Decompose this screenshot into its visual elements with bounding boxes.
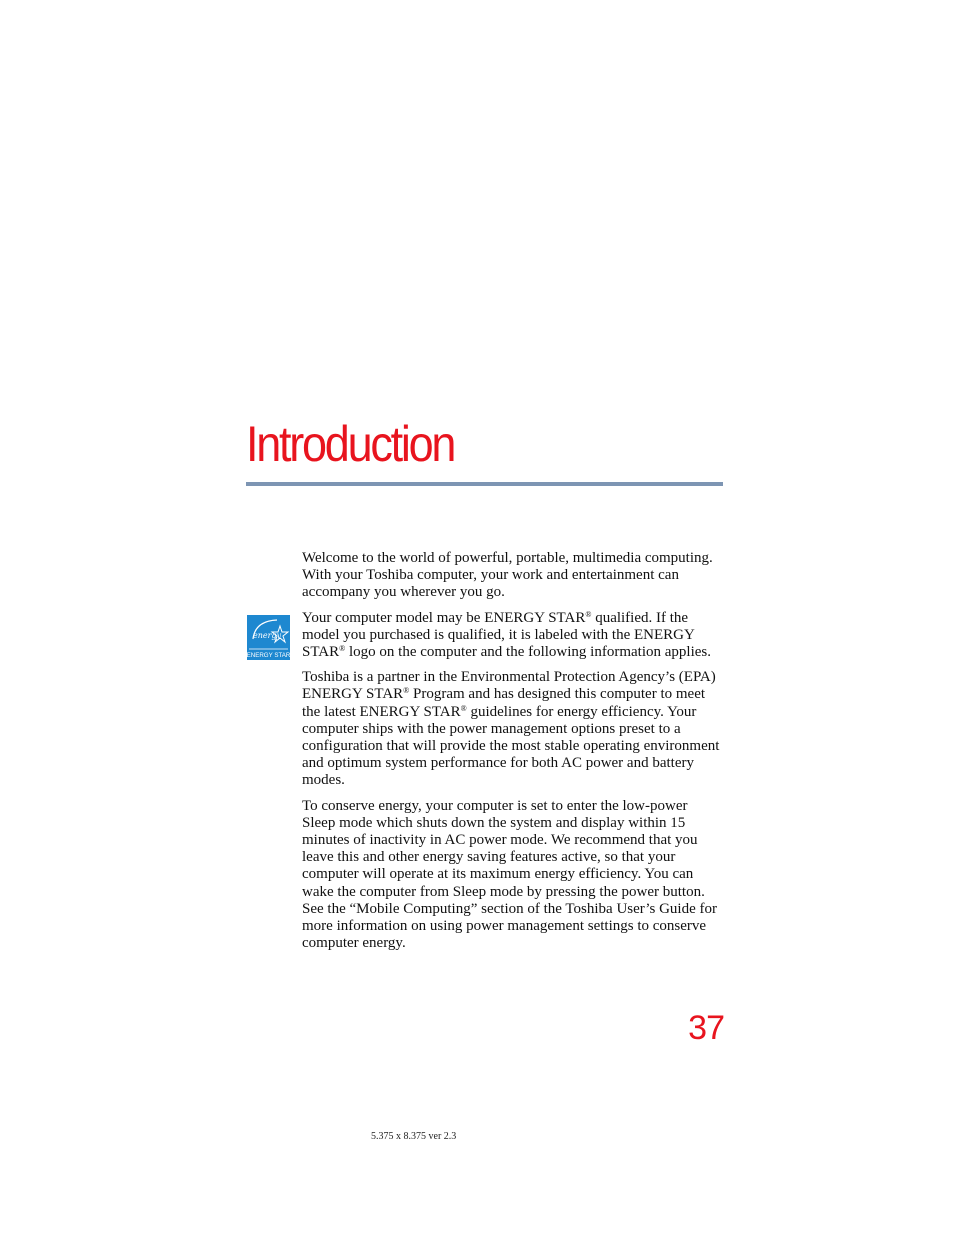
footer-print-info: 5.375 x 8.375 ver 2.3 [371,1131,457,1142]
body-text [302,550,724,960]
paragraph-text: logo on the computer and the following information applies. [345,644,711,661]
registered-mark: ® [460,703,467,713]
registered-mark: ® [339,644,346,654]
body-paragraph [302,798,724,953]
paragraph-text: Your computer model may be ENERGY STAR [302,609,586,626]
page-number: 37 [688,1009,724,1047]
body-paragraph [302,550,724,602]
paragraph-text: guidelines for energy efficiency. Your computer ships with the power management options preset to a configuration that will provide the most stable operating environment and optimum system performance for both AC power and battery modes. [302,703,720,789]
body-paragraph [302,610,724,662]
body-paragraph [302,669,724,789]
logo-label: ENERGY STAR [247,652,290,659]
paragraph-text: Program and has designed this computer to meet the latest ENERGY STAR [302,686,706,720]
paragraph-text: To conserve energy, your computer is set to enter the low-power Sleep mode which shuts down the system and display within 15 minutes of inactivity in AC power mode. We recommend that you leave this and other energy saving features active, so that your computer will operate at its maximum energy efficiency. You can wake the computer from Sleep mode by pressing the power button. See the “Mobile Computing” section of the Toshiba User’s Guide for more information on using power management settings to conserve computer energy. [302,797,717,952]
logo-wordmark: energy [253,631,282,640]
paragraph-text: Welcome to the world of powerful, portable, multimedia computing. With your Toshiba computer, your work and entertainment can accompany you wherever you go. [302,550,713,601]
registered-mark: ® [585,609,592,619]
registered-mark: ® [403,686,410,696]
chapter-title: Introduction [246,416,455,472]
title-underline-rule [246,482,723,486]
energy-star-logo [247,615,290,660]
paragraph-text: Toshiba is a partner in the Environmental Protection Agency’s (EPA) ENERGY STAR [302,669,716,703]
paragraph-text: qualified. If the model you purchased is qualified, it is labeled with the ENERGY STAR [302,609,695,661]
